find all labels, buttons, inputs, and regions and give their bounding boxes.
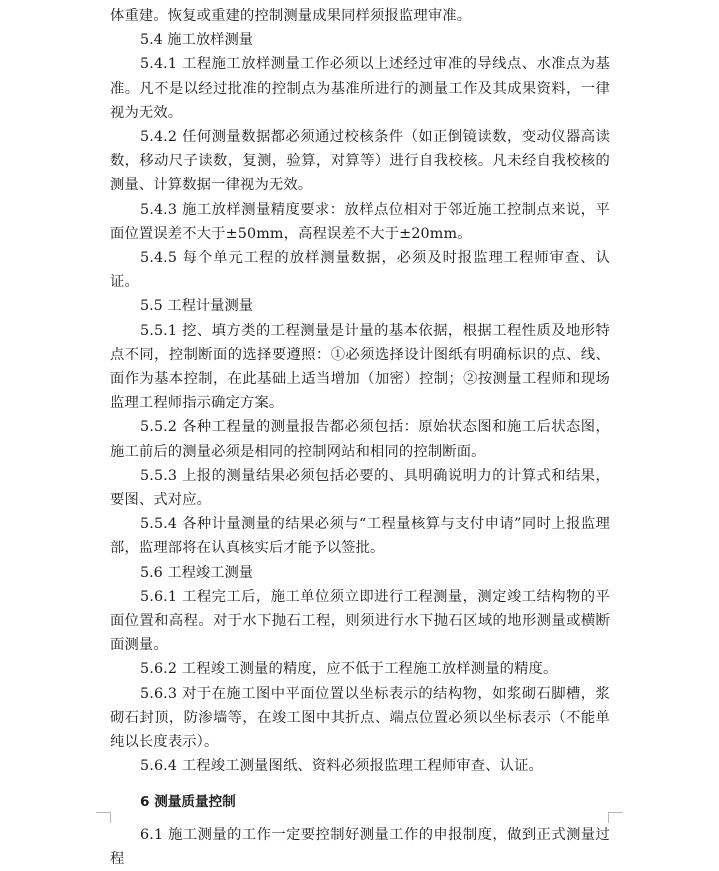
paragraph-5-4-2: 5.4.2 任何测量数据都必须通过校核条件（如正倒镜读数，变动仪器高读数，移动尺子读数，复测，验算，对算等）进行自我校核。凡未经自我校核的测量、计算数据一律视为无效。 [110,129,610,194]
heading-5-4: 5.4 施工放样测量 [140,32,254,49]
paragraph-5-5-2: 5.5.2 各种工程量的测量报告都必须包括：原始状态图和施工后状态图，施工前后的测量必须是相同的控制网站和相同的控制断面。 [110,419,610,460]
paragraph-5-6-4: 5.6.4 工程竣工测量图纸、资料必须报监理工程师审查、认证。 [140,758,543,775]
paragraph-5-4-1: 5.4.1 工程施工放样测量工作必须以上述经过审准的导线点、水准点为基准。凡不是以经过批准的控制点为基准所进行的测量工作及其成果资料，一律视为无效。 [110,56,610,121]
page-corner-mark-right [608,812,623,823]
document-body [110,4,610,871]
paragraph-5-5-1: 5.5.1 挖、填方类的工程测量是计量的基本依据，根据工程性质及地形特点不同，控制断面的选择要遵照：①必须选择设计图纸有明确标识的点、线、面作为基本控制，在此基础上适当增加（加密）控制；②按测量工程师和现场监理工程师指示确定方案。 [110,322,610,412]
paragraph-5-4-3: 5.4.3 施工放样测量精度要求：放样点位相对于邻近施工控制点来说，平面位置误差不大于±50mm，高程误差不大于±20mm。 [110,201,610,242]
paragraph-5-5-4: 5.5.4 各种计量测量的结果必须与“工程量核算与支付申请”同时上报监理部，监理部将在认真核实后才能予以签批。 [110,516,610,557]
paragraph-5-4-5: 5.4.5 每个单元工程的放样测量数据，必须及时报监理工程师审查、认证。 [110,250,610,291]
paragraph-continuation: 体重建。恢复或重建的控制测量成果同样须报监理审准。 [110,8,472,24]
heading-5-5: 5.5 工程计量测量 [140,298,254,315]
paragraph-5-6-2: 5.6.2 工程竣工测量的精度，应不低于工程施工放样测量的精度。 [140,661,558,678]
heading-5-6: 5.6 工程竣工测量 [140,564,254,581]
paragraph-5-6-1: 5.6.1 工程完工后，施工单位须立即进行工程测量，测定竣工结构物的平面位置和高程。对于水下抛石工程，则须进行水下抛石区域的地形测量或横断面测量。 [110,588,610,654]
paragraph-5-5-3: 5.5.3 上报的测量结果必须包括必要的、具明确说明力的计算式和结果，要图、式对应。 [110,467,610,509]
paragraph-6-1: 6.1 施工测量的工作一定要控制好测量工作的申报制度，做到正式测量过程 [110,826,610,867]
paragraph-5-6-3: 5.6.3 对于在施工图中平面位置以坐标表示的结构物，如浆砌石脚槽，浆砌石封顶，防渗墙等，在竣工图中其折点、端点位置必须以坐标表示（不能单纯以长度表示）。 [110,685,610,751]
page-corner-mark-left [96,812,111,823]
heading-6: 6 测量质量控制 [140,793,236,810]
